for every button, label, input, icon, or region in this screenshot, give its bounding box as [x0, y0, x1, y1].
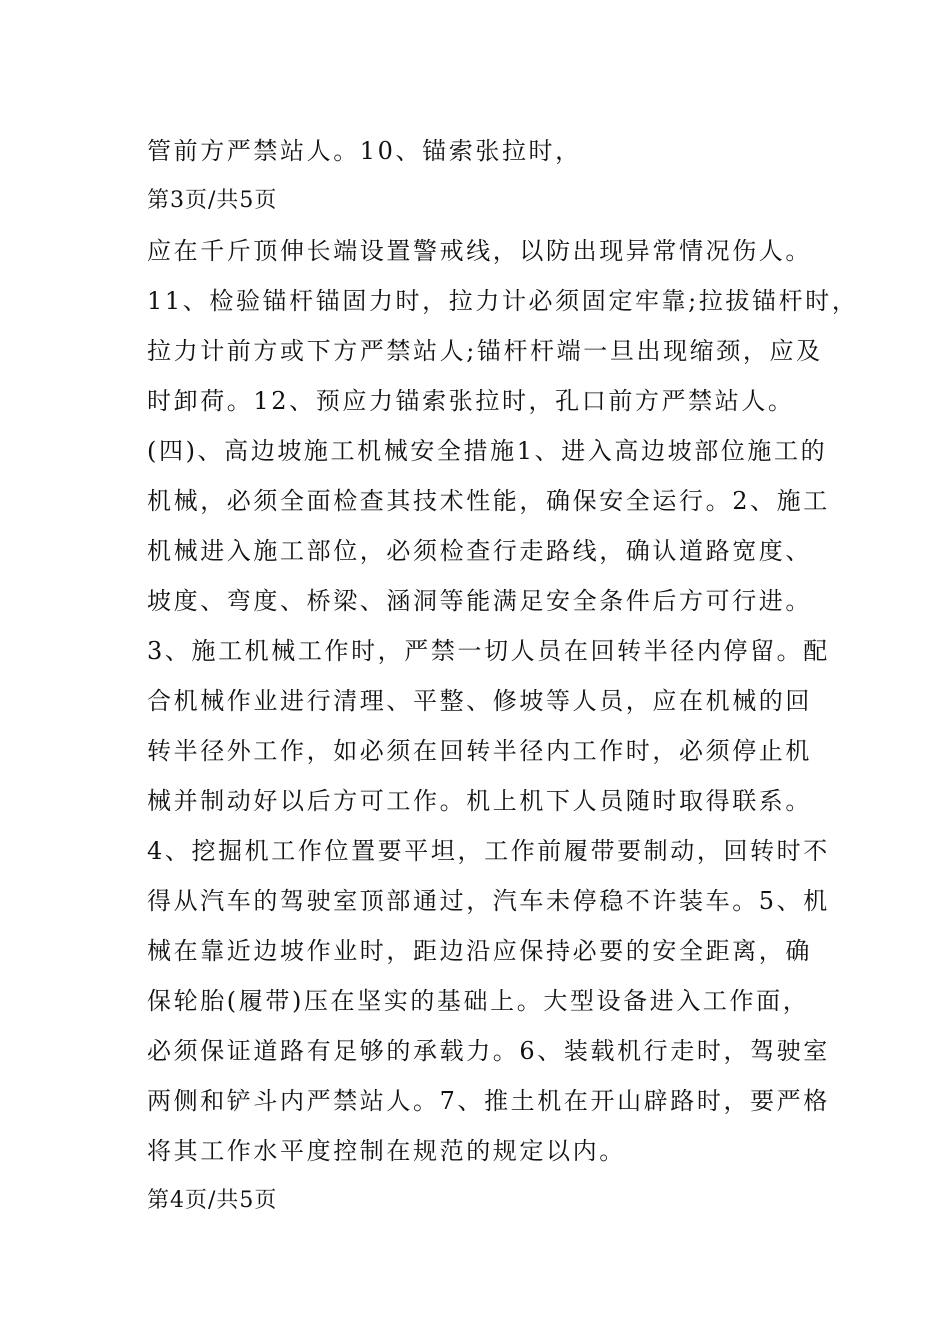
text-line: 转半径外工作，如必须在回转半径内工作时，必须停止机 [147, 737, 812, 765]
text-line: 械在靠近边坡作业时，距边沿应保持必要的安全距离，确 [147, 937, 812, 965]
text-line: 机械进入施工部位，必须检查行走路线，确认道路宽度、 [147, 537, 812, 565]
text-line: 机械，必须全面检查其技术性能，确保安全运行。2、施工 [147, 487, 830, 515]
text-line: (四)、高边坡施工机械安全措施1、进入高边坡部位施工的 [147, 437, 828, 465]
page-marker-3: 第3页/共5页 [147, 188, 278, 213]
text-line: 保轮胎(履带)压在坚实的基础上。大型设备进入工作面， [147, 987, 810, 1015]
page-marker-4: 第4页/共5页 [147, 1188, 278, 1213]
text-line: 将其工作水平度控制在规范的规定以内。 [147, 1137, 626, 1165]
text-line: 11、检验锚杆锚固力时，拉力计必须固定牢靠;拉拔锚杆时， [147, 287, 859, 315]
text-line: 械并制动好以后方可工作。机上机下人员随时取得联系。 [147, 787, 812, 815]
text-line: 3、施工机械工作时，严禁一切人员在回转半径内停留。配 [147, 637, 830, 665]
text-line: 必须保证道路有足够的承载力。6、装载机行走时，驾驶室 [147, 1037, 830, 1065]
text-line: 合机械作业进行清理、平整、修坡等人员，应在机械的回 [147, 687, 812, 715]
text-line: 得从汽车的驾驶室顶部通过，汽车未停稳不许装车。5、机 [147, 887, 830, 915]
text-line-top: 管前方严禁站人。10、锚索张拉时， [147, 137, 582, 165]
text-line: 4、挖掘机工作位置要平坦，工作前履带要制动，回转时不 [147, 837, 830, 865]
text-line: 拉力计前方或下方严禁站人;锚杆杆端一旦出现缩颈，应及 [147, 337, 823, 365]
text-line: 应在千斤顶伸长端设置警戒线，以防出现异常情况伤人。 [147, 237, 812, 265]
text-line: 两侧和铲斗内严禁站人。7、推土机在开山辟路时，要严格 [147, 1087, 830, 1115]
text-line: 坡度、弯度、桥梁、涵洞等能满足安全条件后方可行进。 [147, 587, 812, 615]
text-line: 时卸荷。12、预应力锚索张拉时，孔口前方严禁站人。 [147, 387, 795, 415]
